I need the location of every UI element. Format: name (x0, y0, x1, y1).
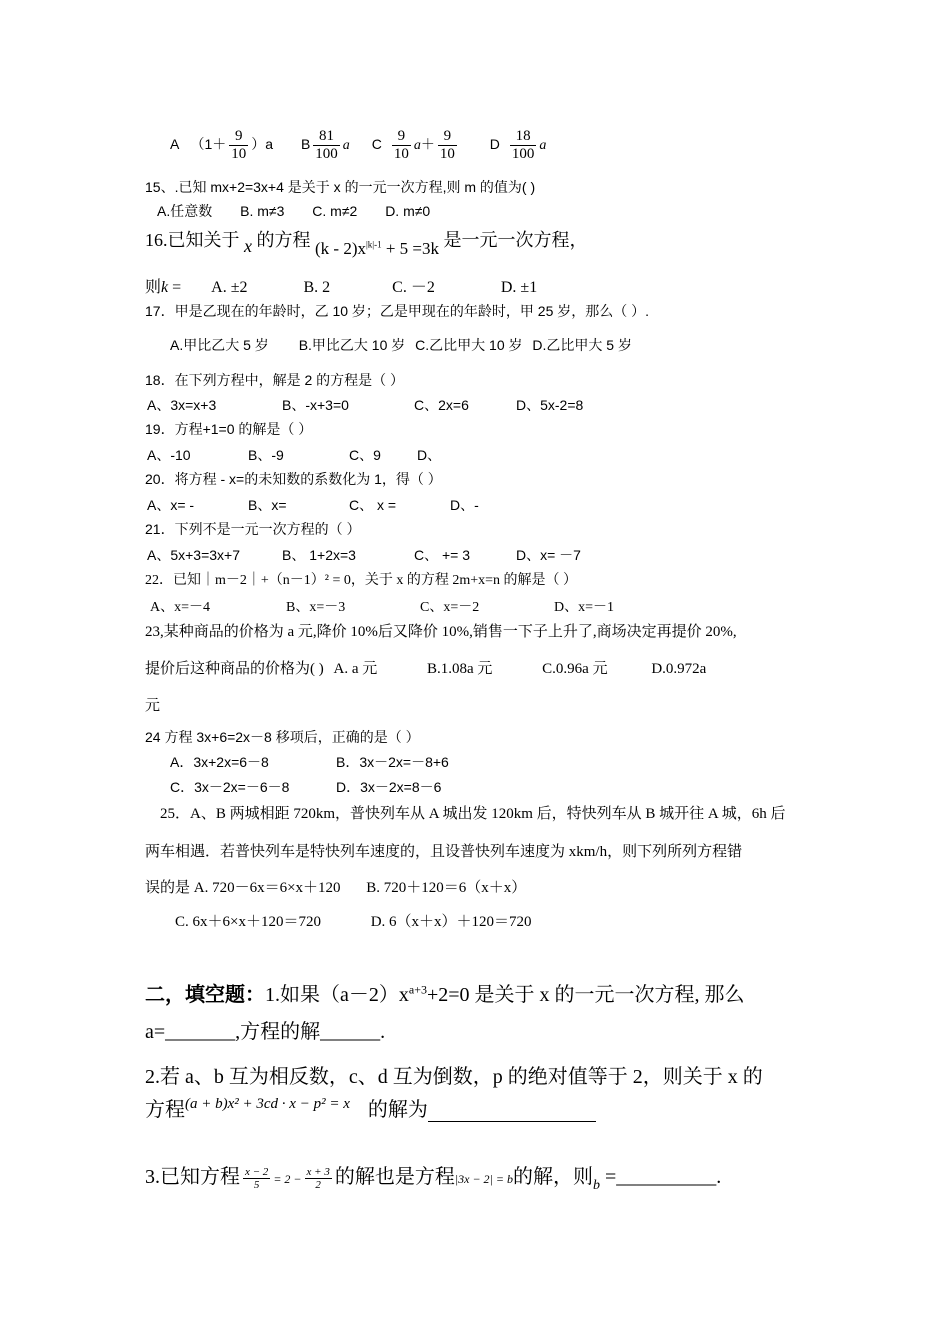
option-b: B. 720＋120＝6（x＋x） (366, 880, 527, 896)
q14-option-a (170, 128, 277, 162)
option-b: B．3x－2x=－8+6 (336, 754, 449, 770)
option-a: A.任意数 (157, 203, 213, 219)
equation: = 2 − (273, 1172, 302, 1186)
fraction-denominator: 2 (315, 1178, 321, 1191)
stem-text: 提价后这种商品的价格为( ) (145, 661, 324, 677)
plus-sign: ＋ (420, 136, 435, 153)
option-b: B、-x+3=0 (282, 397, 349, 413)
option-d: D.乙比甲大 5 岁 (532, 337, 632, 353)
option-d: D、x= －7 (516, 547, 581, 563)
option-a: A. ±2 (211, 279, 248, 296)
option-text: （1＋ (190, 136, 227, 153)
stem-text: 3.已知方程 (145, 1166, 240, 1188)
stem-text: ,方程的解 (235, 1021, 321, 1043)
stem-text: . (380, 1021, 386, 1043)
q18-options (147, 395, 583, 415)
q16-options (145, 274, 537, 297)
fraction-denominator: 100 (315, 146, 338, 162)
variable: a (342, 138, 350, 154)
answer-blank[interactable]: __________ (616, 1166, 717, 1188)
q16-stem (145, 226, 588, 258)
fill-2-line2 (145, 1093, 596, 1122)
fraction-numerator: x + 3 (306, 1165, 330, 1178)
option-b: B. 2 (303, 279, 331, 296)
option-d: D.0.972a (651, 661, 707, 677)
variable: b (592, 1178, 600, 1193)
fill-3 (145, 1160, 721, 1191)
option-label: D (489, 136, 500, 153)
option-d: D、- (450, 497, 479, 513)
q21-options (147, 545, 581, 565)
stem-text: . (716, 1166, 722, 1188)
q24-options-row1 (170, 752, 449, 772)
q20-options (147, 495, 479, 515)
option-c: C.0.96a 元 (542, 661, 608, 677)
variable: x (244, 236, 252, 256)
fraction-numerator: 18 (510, 128, 537, 146)
option-a: A、3x=x+3 (147, 397, 217, 413)
option-a: A.甲比乙大 5 岁 (170, 337, 269, 353)
stem-text: 是一元一次方程， (443, 230, 588, 250)
stem-text: 的解，则 (512, 1166, 593, 1188)
q14-option-b (300, 128, 354, 162)
answer-blank[interactable]: ______ (320, 1021, 381, 1043)
option-d: D. m≠0 (385, 203, 431, 219)
q24-options-row2 (170, 777, 441, 797)
q14-options (170, 128, 546, 163)
option-b: B、x=－3 (286, 600, 346, 615)
option-c: C、2x=6 (414, 397, 469, 413)
fraction-numerator: 81 (313, 128, 340, 146)
q15-options (157, 201, 430, 221)
q25-line1: 25．A、B 两城相距 720km，普快列车从 A 城出发 120km 后，特快列车从 B 城开往 A 城，6h 后 (160, 806, 786, 822)
q17-options (170, 335, 632, 355)
option-b: B. m≠3 (240, 203, 285, 219)
option-d: D. 6（x＋x）＋120＝720 (370, 914, 532, 930)
q15-stem: 15、.已知 mx+2=3x+4 是关于 x 的一元一次方程,则 m 的值为( ) (145, 179, 536, 195)
option-c: C、x=－2 (420, 600, 480, 615)
fraction-denominator: 100 (511, 146, 535, 162)
variable: k (161, 279, 169, 296)
option-c: C、 += 3 (414, 547, 471, 563)
option-a: 误的是 A. 720－6x＝6×x＋120 (145, 880, 341, 896)
q19-options (147, 445, 441, 465)
fraction-denominator: 5 (253, 1178, 260, 1191)
stem-text: +2=0 是关于 x 的一元一次方程, 那么 (426, 984, 745, 1006)
option-c: C．3x－2x=－6－8 (170, 779, 290, 795)
q25-line4 (175, 910, 532, 931)
option-b: B.1.08a 元 (427, 661, 493, 677)
option-a: A、5x+3=3x+7 (147, 547, 241, 563)
fraction-denominator: 10 (439, 146, 455, 162)
q23-line3: 元 (145, 698, 161, 714)
equation: (a + b)x² + 3cd · x − p² = x (185, 1096, 350, 1112)
stem-text: 的解也是方程 (334, 1166, 455, 1188)
fraction-denominator: 10 (231, 146, 247, 162)
q23-line2 (145, 657, 706, 678)
answer-blank[interactable] (428, 1101, 596, 1122)
option-label: C (371, 136, 382, 153)
option-d: D、5x-2=8 (516, 397, 584, 413)
q22-options (150, 596, 614, 616)
stem-text: 的解为 (367, 1099, 428, 1121)
q19-stem: 19．方程+1=0 的解是（ ） (145, 421, 313, 437)
option-label: B (300, 136, 311, 153)
section-heading: 二，填空题： (145, 984, 265, 1006)
q14-option-d (489, 128, 547, 162)
stem-text: a= (145, 1021, 166, 1043)
variable: a (539, 138, 547, 154)
fill-1-line2 (145, 1015, 385, 1044)
option-a: A、x= - (147, 497, 195, 513)
stem-text: 的方程 (256, 230, 311, 250)
exponent: a+3 (408, 982, 427, 997)
option-b: B.甲比乙大 10 岁 (298, 337, 406, 353)
variable: a (413, 138, 421, 154)
option-a: A．3x+2x=6－8 (170, 754, 269, 770)
stem-text: 16.已知关于 (145, 230, 240, 250)
option-a: A、x=－4 (150, 600, 211, 615)
q23-line1: 23,某种商品的价格为 a 元,降价 10%后又降价 10%,销售一下子上升了,商场决定再提价 20%, (145, 624, 737, 640)
option-d: D. ±1 (500, 279, 538, 296)
q17-stem: 17．甲是乙现在的年龄时，乙 10 岁；乙是甲现在的年龄时，甲 25 岁，那么（ ）. (145, 303, 650, 319)
q18-stem: 18．在下列方程中，解是 2 的方程是（ ） (145, 372, 405, 388)
fraction-numerator: 9 (438, 128, 457, 146)
option-c: C. 6x＋6×x＋120＝720 (175, 914, 321, 930)
q24-stem: 24 方程 3x+6=2x－8 移项后，正确的是（ ） (145, 729, 420, 745)
option-a: A. a 元 (333, 661, 378, 677)
equation-text: (k - 2)x (315, 239, 366, 258)
option-c: C. m≠2 (312, 203, 358, 219)
option-d: D、x=－1 (554, 600, 615, 615)
option-b: B、x= (248, 497, 287, 513)
stem-text: 则 (145, 279, 162, 296)
fraction-numerator: x − 2 (245, 1165, 269, 1178)
option-label: A (170, 136, 179, 153)
q20-stem: 20．将方程 - x=的未知数的系数化为 1，得（ ） (145, 471, 442, 487)
q22-stem: 22．已知｜m－2｜+（n－1）² = 0，关于 x 的方程 2m+x=n 的解是（ ） (145, 573, 578, 588)
q25-line2: 两车相遇．若普快列车是特快列车速度的，且设普快列车速度为 xkm/h，则下列所列方程错 (145, 844, 743, 860)
q16-equation (315, 239, 439, 258)
q14-option-c (371, 128, 464, 162)
answer-blank[interactable]: _______ (165, 1021, 236, 1043)
option-d: D、 (417, 447, 442, 463)
option-c: C、 x = (349, 497, 397, 513)
equation: |3x − 2| = b (454, 1172, 513, 1186)
option-a: A、-10 (147, 447, 191, 463)
stem-text: 方程 (145, 1099, 185, 1121)
option-text: ）a (251, 136, 274, 153)
fraction-numerator: 9 (229, 128, 248, 146)
fill-2-line1: 2.若 a、b 互为相反数，c、d 互为倒数，p 的绝对值等于 2，则关于 x 的 (145, 1066, 763, 1088)
exponent: |k|-1 (365, 239, 382, 250)
fraction-numerator: 9 (392, 128, 411, 146)
option-c: C、9 (349, 447, 381, 463)
fraction-denominator: 10 (393, 146, 409, 162)
stem-text: = (599, 1166, 617, 1188)
stem-text: 1.如果（a－2）x (265, 984, 409, 1006)
option-c: C. －2 (392, 279, 435, 296)
option-c: C.乙比甲大 10 岁 (415, 337, 523, 353)
q25-line3 (145, 876, 526, 897)
option-b: B、-9 (248, 447, 284, 463)
q21-stem: 21．下列不是一元一次方程的（ ） (145, 521, 361, 537)
option-d: D．3x－2x=8－6 (336, 779, 442, 795)
option-b: B、 1+2x=3 (282, 547, 356, 563)
stem-text: = (168, 279, 182, 296)
fill-1-line1 (145, 978, 745, 1007)
equation-text: + 5 =3k (385, 239, 440, 258)
